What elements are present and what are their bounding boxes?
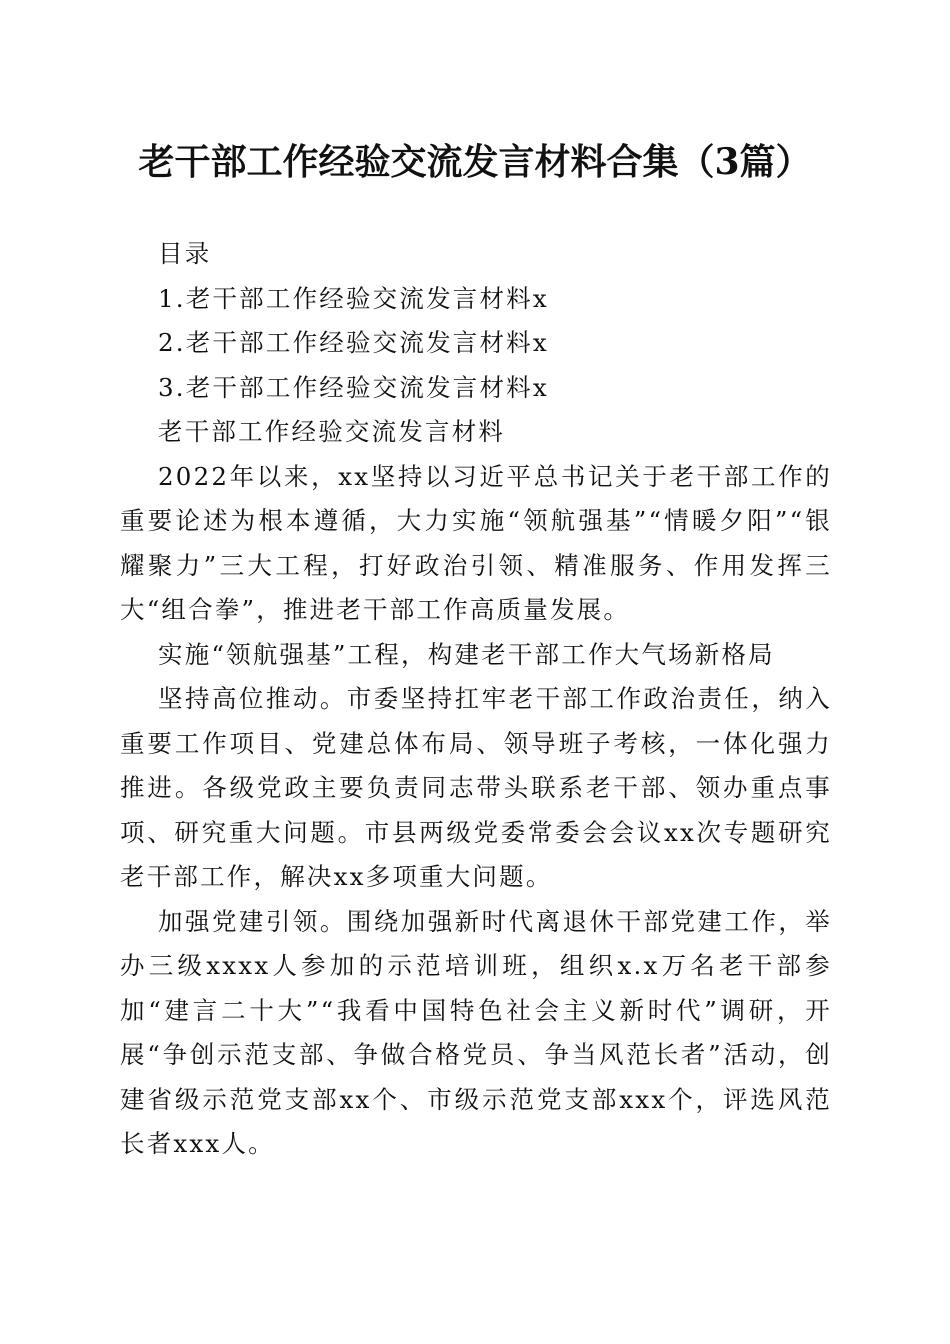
document-body (120, 232, 832, 1167)
toc-item-3: 3.老干部工作经验交流发言材料x (158, 372, 549, 402)
toc-item-1: 1.老干部工作经验交流发言材料x (158, 283, 549, 313)
paragraph-intro: 2022年以来，xx坚持以习近平总书记关于老干部工作的重要论述为根本遵循，大力实施“领航强基”“情暖夕阳”“银耀聚力”三大工程，打好政治引领、精准服务、作用发挥三大“组合拳”，推进老干部工作高质量发展。 (120, 461, 832, 624)
toc-item-2: 2.老干部工作经验交流发言材料x (158, 328, 549, 357)
paragraph-high-level-push: 坚持高位推动。市委坚持扛牢老干部工作政治责任，纳入重要工作项目、党建总体布局、领导班子考核，一体化强力推进。各级党政主要负责同志带头联系老干部、领办重点事项、研究重大问题。市县两级党委常委会会议xx次专题研究老干部工作，解决xx多项重大问题。 (120, 684, 832, 891)
paragraph-party-leadership: 加强党建引领。围绕加强新时代离退休干部党建工作，举办三级xxxx人参加的示范培训班，组织x.x万名老干部参加“建言二十大”“我看中国特色社会主义新时代”调研，开展“争创示范支部、争做合格党员、争当风范长者”活动，创建省级示范党支部xx个、市级示范党支部xxx个，评选风范长者xxx人。 (120, 906, 832, 1158)
toc-heading: 目录 (158, 239, 212, 268)
section-heading: 实施“领航强基”工程，构建老干部工作大气场新格局 (158, 639, 775, 669)
document-title: 老干部工作经验交流发言材料合集（3篇） (138, 141, 812, 183)
article-title: 老干部工作经验交流发言材料 (158, 417, 506, 446)
